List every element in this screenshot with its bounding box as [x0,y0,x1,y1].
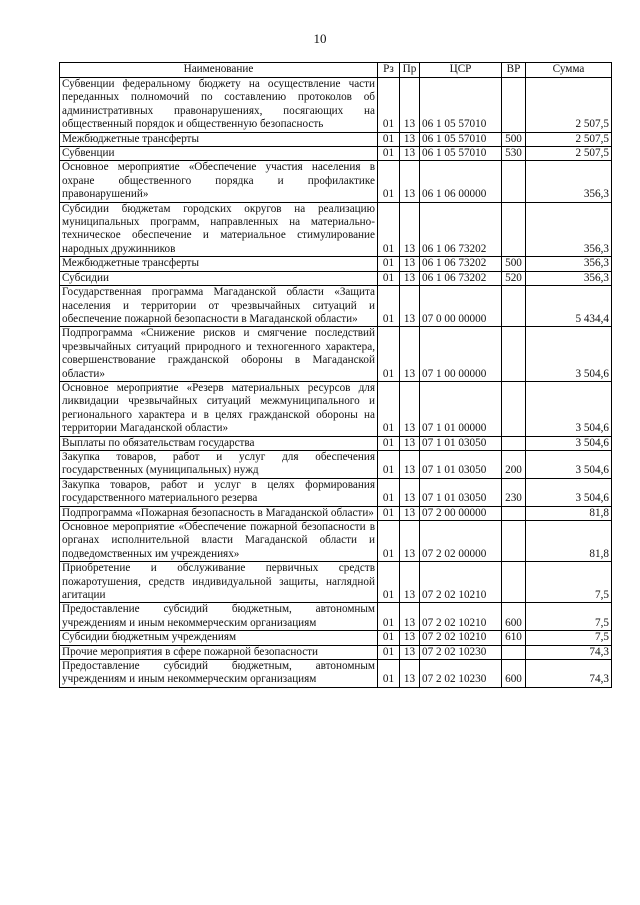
name-cell: Закупка товаров, работ и услуг для обеспечения государственных (муниципальных) нужд [60,450,378,478]
sum-cell: 2 507,5 [526,132,612,146]
vr-cell [502,202,526,257]
table-row [60,660,612,688]
sum-cell: 7,5 [526,603,612,631]
name-cell: Субвенции [60,147,378,161]
rz-cell: 01 [378,202,400,257]
table-row [60,521,612,562]
header-rz: Рз [378,63,400,78]
sum-cell: 5 434,4 [526,286,612,327]
rz-cell: 01 [378,450,400,478]
csr-cell: 06 1 06 73202 [420,202,502,257]
sum-cell: 3 504,6 [526,327,612,382]
sum-cell: 74,3 [526,645,612,659]
rz-cell: 01 [378,631,400,645]
vr-cell [502,562,526,603]
name-cell: Приобретение и обслуживание первичных средств пожаротушения, средств индивидуальной защиты, наглядной агитации [60,562,378,603]
vr-cell: 530 [502,147,526,161]
name-cell: Предоставление субсидий бюджетным, автономным учреждениям и иным некоммерческим организациям [60,660,378,688]
sum-cell: 7,5 [526,631,612,645]
table-row [60,562,612,603]
name-cell: Подпрограмма «Пожарная безопасность в Магаданской области» [60,506,378,520]
table-row [60,161,612,202]
table-row [60,327,612,382]
csr-cell: 07 2 02 00000 [420,521,502,562]
csr-cell: 07 2 02 10230 [420,645,502,659]
budget-table [59,62,612,688]
rz-cell: 01 [378,478,400,506]
vr-cell [502,161,526,202]
csr-cell: 07 1 01 03050 [420,450,502,478]
header-vr: ВР [502,63,526,78]
rz-cell: 01 [378,286,400,327]
name-cell: Субсидии [60,271,378,285]
vr-cell [502,78,526,133]
rz-cell: 01 [378,660,400,688]
sum-cell: 356,3 [526,257,612,271]
vr-cell [502,327,526,382]
pr-cell: 13 [400,436,420,450]
name-cell: Основное мероприятие «Резерв материальных ресурсов для ликвидации чрезвычайных ситуаций межмуниципального и регионального характера и в целях гражданской обороны на территории Магаданской области» [60,381,378,436]
table-row [60,603,612,631]
page-number: 10 [313,31,327,46]
sum-cell: 2 507,5 [526,78,612,133]
sum-cell: 74,3 [526,660,612,688]
pr-cell: 13 [400,257,420,271]
table-row [60,450,612,478]
vr-cell: 500 [502,132,526,146]
sum-cell: 81,8 [526,506,612,520]
name-cell: Субсидии бюджетным учреждениям [60,631,378,645]
table-row [60,147,612,161]
sum-cell: 3 504,6 [526,450,612,478]
sum-cell: 356,3 [526,202,612,257]
header-pr: Пр [400,63,420,78]
pr-cell: 13 [400,450,420,478]
pr-cell: 13 [400,521,420,562]
table-row [60,381,612,436]
pr-cell: 13 [400,631,420,645]
vr-cell: 600 [502,603,526,631]
sum-cell: 356,3 [526,271,612,285]
header-name: Наименование [60,63,378,78]
csr-cell: 06 1 06 00000 [420,161,502,202]
vr-cell [502,506,526,520]
vr-cell [502,381,526,436]
table-row [60,78,612,133]
pr-cell: 13 [400,271,420,285]
csr-cell: 07 1 01 03050 [420,478,502,506]
vr-cell: 610 [502,631,526,645]
table-row [60,271,612,285]
name-cell: Подпрограмма «Снижение рисков и смягчение последствий чрезвычайных ситуаций природного и техногенного характера, совершенствование гражданской обороны в Магаданской области» [60,327,378,382]
vr-cell: 520 [502,271,526,285]
rz-cell: 01 [378,271,400,285]
name-cell: Закупка товаров, работ и услуг в целях формирования государственного материального резерва [60,478,378,506]
name-cell: Межбюджетные трансферты [60,132,378,146]
name-cell: Субсидии бюджетам городских округов на реализацию муниципальных программ, направленных на материально-техническое обеспечение и материальное стимулирование народных дружинников [60,202,378,257]
pr-cell: 13 [400,603,420,631]
sum-cell: 3 504,6 [526,436,612,450]
name-cell: Выплаты по обязательствам государства [60,436,378,450]
sum-cell: 356,3 [526,161,612,202]
csr-cell: 07 1 01 00000 [420,381,502,436]
vr-cell: 200 [502,450,526,478]
sum-cell: 3 504,6 [526,478,612,506]
vr-cell: 600 [502,660,526,688]
sum-cell: 7,5 [526,562,612,603]
table-header-row [60,63,612,78]
name-cell: Межбюджетные трансферты [60,257,378,271]
header-csr: ЦСР [420,63,502,78]
pr-cell: 13 [400,645,420,659]
pr-cell: 13 [400,381,420,436]
table-row [60,506,612,520]
csr-cell: 07 2 02 10210 [420,631,502,645]
pr-cell: 13 [400,327,420,382]
rz-cell: 01 [378,436,400,450]
rz-cell: 01 [378,161,400,202]
vr-cell [502,645,526,659]
csr-cell: 06 1 05 57010 [420,78,502,133]
rz-cell: 01 [378,132,400,146]
rz-cell: 01 [378,147,400,161]
name-cell: Предоставление субсидий бюджетным, автономным учреждениям и иным некоммерческим организациям [60,603,378,631]
table-row [60,286,612,327]
table-row [60,132,612,146]
csr-cell: 07 1 00 00000 [420,327,502,382]
pr-cell: 13 [400,660,420,688]
csr-cell: 06 1 06 73202 [420,271,502,285]
pr-cell: 13 [400,161,420,202]
pr-cell: 13 [400,147,420,161]
pr-cell: 13 [400,78,420,133]
csr-cell: 06 1 06 73202 [420,257,502,271]
vr-cell [502,436,526,450]
csr-cell: 07 1 01 03050 [420,436,502,450]
name-cell: Основное мероприятие «Обеспечение пожарной безопасности в органах исполнительной власти Магаданской области и подведомственных им учреждениях» [60,521,378,562]
table-row [60,436,612,450]
table-row [60,478,612,506]
table-row [60,631,612,645]
vr-cell [502,286,526,327]
vr-cell: 230 [502,478,526,506]
vr-cell [502,521,526,562]
pr-cell: 13 [400,202,420,257]
rz-cell: 01 [378,327,400,382]
header-sum: Сумма [526,63,612,78]
rz-cell: 01 [378,645,400,659]
csr-cell: 07 2 02 10210 [420,562,502,603]
sum-cell: 3 504,6 [526,381,612,436]
name-cell: Прочие мероприятия в сфере пожарной безопасности [60,645,378,659]
rz-cell: 01 [378,506,400,520]
rz-cell: 01 [378,257,400,271]
csr-cell: 07 2 00 00000 [420,506,502,520]
name-cell: Основное мероприятие «Обеспечение участия населения в охране общественного порядка и профилактике правонарушений» [60,161,378,202]
table-row [60,257,612,271]
name-cell: Государственная программа Магаданской области «Защита населения и территории от чрезвычайных ситуаций и обеспечение пожарной безопасности в Магаданской области» [60,286,378,327]
table-body [60,78,612,688]
table-row [60,202,612,257]
rz-cell: 01 [378,562,400,603]
rz-cell: 01 [378,78,400,133]
csr-cell: 07 0 00 00000 [420,286,502,327]
table-row [60,645,612,659]
sum-cell: 2 507,5 [526,147,612,161]
csr-cell: 06 1 05 57010 [420,132,502,146]
csr-cell: 07 2 02 10210 [420,603,502,631]
pr-cell: 13 [400,286,420,327]
sum-cell: 81,8 [526,521,612,562]
rz-cell: 01 [378,381,400,436]
pr-cell: 13 [400,506,420,520]
pr-cell: 13 [400,478,420,506]
rz-cell: 01 [378,603,400,631]
pr-cell: 13 [400,132,420,146]
rz-cell: 01 [378,521,400,562]
pr-cell: 13 [400,562,420,603]
csr-cell: 07 2 02 10230 [420,660,502,688]
name-cell: Субвенции федеральному бюджету на осуществление части переданных полномочий по составлению протоколов об административных правонарушениях, посягающих на общественный порядок и общественную безопасность [60,78,378,133]
csr-cell: 06 1 05 57010 [420,147,502,161]
vr-cell: 500 [502,257,526,271]
